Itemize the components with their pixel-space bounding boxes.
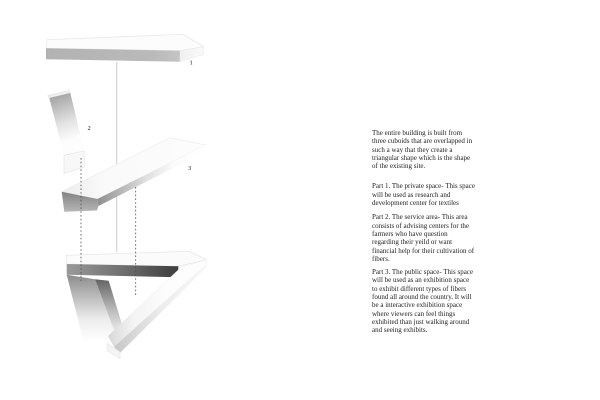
cuboid2-main-face [49, 93, 84, 155]
part2-paragraph: Part 2. The service area- This area consists of advising centers for the farmers who have question regarding their yeild or want financial help for their cultivation of fibers. [372, 213, 475, 263]
part1-paragraph: Part 1. The private space- This space will be used as research and development center for textiles [372, 182, 475, 208]
assembled-building [66, 251, 207, 363]
part3-paragraph: Part 3. The public space- This space will be used as an exhibition space to exhibit different types of fibers found all around the country. It will be a interactive exhibition space where viewers can feel things exhibited than just walking around and seeing exhibits. [372, 268, 474, 335]
assembled-hypotenuse-front [114, 264, 207, 353]
intro-paragraph: The entire building is built from three cuboids that are overlapped in such a way that they create a triangular shape which is the shape of the existing site. [372, 129, 473, 171]
label-part1: 1 [189, 59, 193, 67]
assembled-dark-band [67, 264, 179, 277]
assembled-top-face [66, 251, 207, 266]
label-part3: 3 [188, 165, 192, 172]
label-part2: 2 [87, 125, 91, 132]
cuboid1-top-face [46, 34, 204, 50]
cuboid2-service-area [48, 91, 91, 174]
cuboid1-private-space [46, 34, 204, 66]
description-text-block [372, 129, 476, 335]
